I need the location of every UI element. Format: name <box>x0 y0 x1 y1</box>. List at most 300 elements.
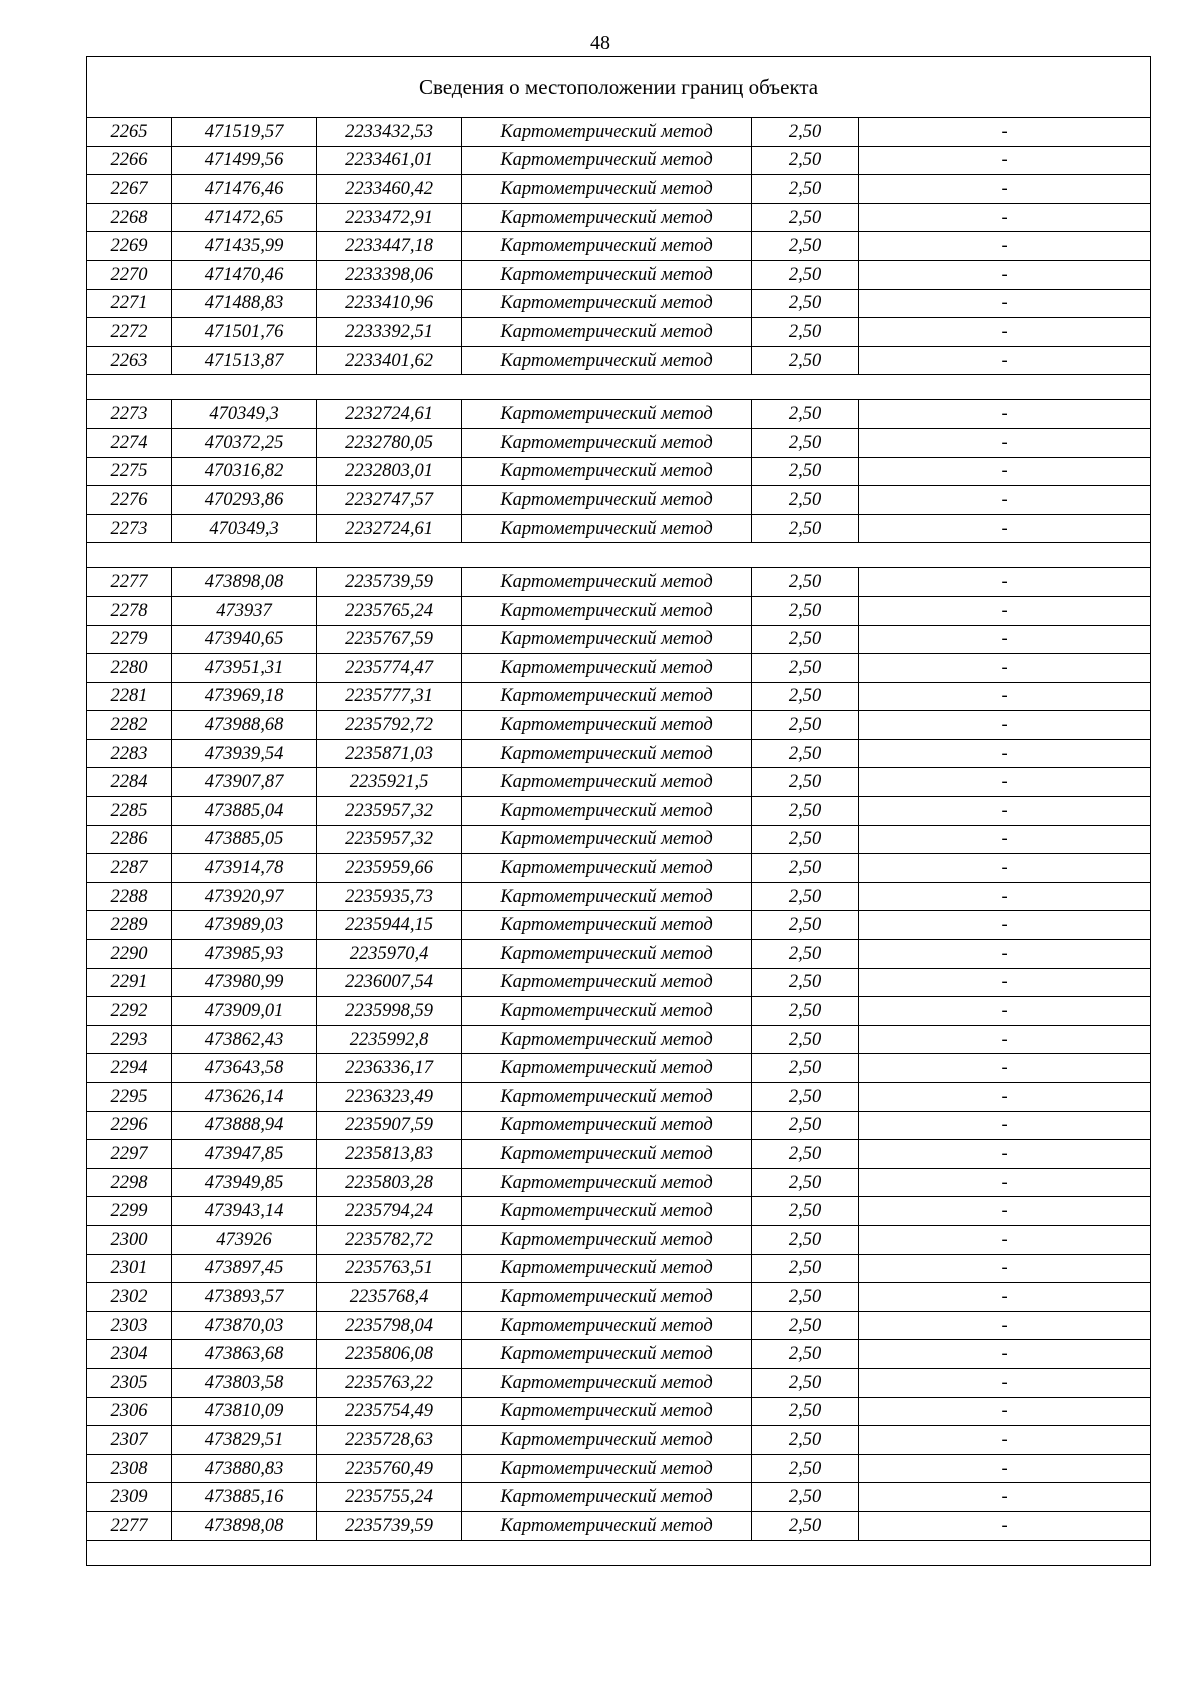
cell-description: - <box>859 457 1151 486</box>
cell-x-coordinate: 473940,65 <box>172 625 317 654</box>
cell-point-number: 2284 <box>87 768 172 797</box>
cell-x-coordinate: 473943,14 <box>172 1197 317 1226</box>
cell-y-coordinate: 2235959,66 <box>317 854 462 883</box>
cell-accuracy: 2,50 <box>752 968 859 997</box>
cell-description: - <box>859 654 1151 683</box>
cell-point-number: 2263 <box>87 346 172 375</box>
cell-description: - <box>859 625 1151 654</box>
cell-description: - <box>859 1426 1151 1455</box>
cell-point-number: 2306 <box>87 1397 172 1426</box>
table-row <box>87 1426 1151 1455</box>
cell-method: Картометрический метод <box>462 911 752 940</box>
table-row <box>87 260 1151 289</box>
cell-method: Картометрический метод <box>462 1168 752 1197</box>
cell-method: Картометрический метод <box>462 997 752 1026</box>
cell-point-number: 2287 <box>87 854 172 883</box>
cell-description: - <box>859 568 1151 597</box>
cell-accuracy: 2,50 <box>752 289 859 318</box>
cell-description: - <box>859 940 1151 969</box>
cell-x-coordinate: 473803,58 <box>172 1368 317 1397</box>
cell-x-coordinate: 473949,85 <box>172 1168 317 1197</box>
cell-point-number: 2270 <box>87 260 172 289</box>
table-row <box>87 457 1151 486</box>
cell-description: - <box>859 203 1151 232</box>
cell-accuracy: 2,50 <box>752 940 859 969</box>
table-row <box>87 682 1151 711</box>
table-row <box>87 997 1151 1026</box>
cell-description: - <box>859 1397 1151 1426</box>
page-number: 48 <box>590 32 610 54</box>
cell-accuracy: 2,50 <box>752 486 859 515</box>
table-row <box>87 1311 1151 1340</box>
cell-y-coordinate: 2235739,59 <box>317 568 462 597</box>
cell-x-coordinate: 471499,56 <box>172 146 317 175</box>
table-row <box>87 968 1151 997</box>
cell-description: - <box>859 175 1151 204</box>
cell-accuracy: 2,50 <box>752 346 859 375</box>
cell-point-number: 2307 <box>87 1426 172 1455</box>
cell-x-coordinate: 471476,46 <box>172 175 317 204</box>
cell-method: Картометрический метод <box>462 514 752 543</box>
cell-method: Картометрический метод <box>462 428 752 457</box>
cell-description: - <box>859 1083 1151 1112</box>
cell-y-coordinate: 2235792,72 <box>317 711 462 740</box>
table-row <box>87 1083 1151 1112</box>
table-row <box>87 146 1151 175</box>
cell-description: - <box>859 968 1151 997</box>
cell-method: Картометрический метод <box>462 654 752 683</box>
cell-point-number: 2273 <box>87 400 172 429</box>
cell-point-number: 2309 <box>87 1483 172 1512</box>
cell-x-coordinate: 473885,16 <box>172 1483 317 1512</box>
table-row <box>87 568 1151 597</box>
cell-y-coordinate: 2235957,32 <box>317 825 462 854</box>
table-row <box>87 654 1151 683</box>
cell-accuracy: 2,50 <box>752 1283 859 1312</box>
table-row <box>87 1111 1151 1140</box>
cell-y-coordinate: 2236007,54 <box>317 968 462 997</box>
cell-accuracy: 2,50 <box>752 428 859 457</box>
separator-cell <box>87 543 1151 568</box>
cell-accuracy: 2,50 <box>752 654 859 683</box>
cell-x-coordinate: 473888,94 <box>172 1111 317 1140</box>
cell-point-number: 2289 <box>87 911 172 940</box>
table-row <box>87 882 1151 911</box>
cell-y-coordinate: 2235760,49 <box>317 1454 462 1483</box>
cell-description: - <box>859 400 1151 429</box>
cell-x-coordinate: 471501,76 <box>172 318 317 347</box>
cell-point-number: 2294 <box>87 1054 172 1083</box>
cell-y-coordinate: 2235739,59 <box>317 1511 462 1540</box>
table-row <box>87 1368 1151 1397</box>
table-title: Сведения о местоположении границ объекта <box>87 57 1151 118</box>
cell-x-coordinate: 473626,14 <box>172 1083 317 1112</box>
cell-method: Картометрический метод <box>462 1083 752 1112</box>
cell-x-coordinate: 473898,08 <box>172 1511 317 1540</box>
cell-x-coordinate: 470293,86 <box>172 486 317 515</box>
cell-y-coordinate: 2235782,72 <box>317 1225 462 1254</box>
cell-method: Картометрический метод <box>462 568 752 597</box>
table-row <box>87 940 1151 969</box>
cell-description: - <box>859 911 1151 940</box>
cell-point-number: 2267 <box>87 175 172 204</box>
cell-accuracy: 2,50 <box>752 1340 859 1369</box>
cell-x-coordinate: 471513,87 <box>172 346 317 375</box>
cell-point-number: 2299 <box>87 1197 172 1226</box>
cell-point-number: 2293 <box>87 1025 172 1054</box>
cell-x-coordinate: 470349,3 <box>172 514 317 543</box>
table-row <box>87 514 1151 543</box>
cell-description: - <box>859 1225 1151 1254</box>
group-separator-row <box>87 1540 1151 1565</box>
cell-description: - <box>859 797 1151 826</box>
cell-y-coordinate: 2235774,47 <box>317 654 462 683</box>
cell-description: - <box>859 1483 1151 1512</box>
cell-method: Картометрический метод <box>462 1454 752 1483</box>
cell-y-coordinate: 2235998,59 <box>317 997 462 1026</box>
cell-y-coordinate: 2235957,32 <box>317 797 462 826</box>
cell-x-coordinate: 473909,01 <box>172 997 317 1026</box>
cell-description: - <box>859 1025 1151 1054</box>
cell-point-number: 2303 <box>87 1311 172 1340</box>
cell-description: - <box>859 1283 1151 1312</box>
cell-description: - <box>859 146 1151 175</box>
cell-method: Картометрический метод <box>462 146 752 175</box>
cell-accuracy: 2,50 <box>752 568 859 597</box>
table-row <box>87 596 1151 625</box>
cell-accuracy: 2,50 <box>752 118 859 147</box>
table-row <box>87 1168 1151 1197</box>
cell-point-number: 2297 <box>87 1140 172 1169</box>
separator-cell <box>87 1540 1151 1565</box>
cell-x-coordinate: 470316,82 <box>172 457 317 486</box>
cell-description: - <box>859 486 1151 515</box>
cell-x-coordinate: 473885,04 <box>172 797 317 826</box>
cell-y-coordinate: 2235813,83 <box>317 1140 462 1169</box>
cell-accuracy: 2,50 <box>752 1511 859 1540</box>
cell-description: - <box>859 1311 1151 1340</box>
cell-y-coordinate: 2233460,42 <box>317 175 462 204</box>
cell-y-coordinate: 2235763,22 <box>317 1368 462 1397</box>
cell-y-coordinate: 2235728,63 <box>317 1426 462 1455</box>
cell-y-coordinate: 2235871,03 <box>317 739 462 768</box>
table-row <box>87 1483 1151 1512</box>
cell-description: - <box>859 739 1151 768</box>
cell-accuracy: 2,50 <box>752 1225 859 1254</box>
cell-description: - <box>859 682 1151 711</box>
table-row <box>87 1454 1151 1483</box>
cell-y-coordinate: 2235763,51 <box>317 1254 462 1283</box>
cell-x-coordinate: 473980,99 <box>172 968 317 997</box>
cell-point-number: 2272 <box>87 318 172 347</box>
cell-point-number: 2279 <box>87 625 172 654</box>
cell-accuracy: 2,50 <box>752 1311 859 1340</box>
cell-point-number: 2276 <box>87 486 172 515</box>
table-row <box>87 428 1151 457</box>
cell-description: - <box>859 997 1151 1026</box>
table-row <box>87 768 1151 797</box>
cell-y-coordinate: 2235777,31 <box>317 682 462 711</box>
table-row <box>87 1225 1151 1254</box>
cell-point-number: 2277 <box>87 568 172 597</box>
cell-y-coordinate: 2235921,5 <box>317 768 462 797</box>
cell-method: Картометрический метод <box>462 1111 752 1140</box>
cell-point-number: 2275 <box>87 457 172 486</box>
cell-point-number: 2302 <box>87 1283 172 1312</box>
cell-method: Картометрический метод <box>462 318 752 347</box>
cell-point-number: 2300 <box>87 1225 172 1254</box>
cell-method: Картометрический метод <box>462 882 752 911</box>
cell-method: Картометрический метод <box>462 797 752 826</box>
cell-accuracy: 2,50 <box>752 1483 859 1512</box>
cell-description: - <box>859 1140 1151 1169</box>
cell-y-coordinate: 2235944,15 <box>317 911 462 940</box>
cell-accuracy: 2,50 <box>752 318 859 347</box>
cell-accuracy: 2,50 <box>752 1426 859 1455</box>
cell-method: Картометрический метод <box>462 682 752 711</box>
cell-accuracy: 2,50 <box>752 1397 859 1426</box>
cell-method: Картометрический метод <box>462 940 752 969</box>
cell-x-coordinate: 470372,25 <box>172 428 317 457</box>
cell-x-coordinate: 473897,45 <box>172 1254 317 1283</box>
cell-x-coordinate: 473829,51 <box>172 1426 317 1455</box>
cell-y-coordinate: 2233392,51 <box>317 318 462 347</box>
cell-description: - <box>859 596 1151 625</box>
table-row <box>87 854 1151 883</box>
cell-method: Картометрический метод <box>462 1511 752 1540</box>
cell-method: Картометрический метод <box>462 203 752 232</box>
cell-description: - <box>859 1168 1151 1197</box>
cell-y-coordinate: 2235803,28 <box>317 1168 462 1197</box>
cell-accuracy: 2,50 <box>752 1111 859 1140</box>
cell-method: Картометрический метод <box>462 825 752 854</box>
cell-x-coordinate: 471488,83 <box>172 289 317 318</box>
cell-y-coordinate: 2232803,01 <box>317 457 462 486</box>
cell-point-number: 2290 <box>87 940 172 969</box>
cell-description: - <box>859 1197 1151 1226</box>
cell-x-coordinate: 473920,97 <box>172 882 317 911</box>
cell-description: - <box>859 1254 1151 1283</box>
cell-method: Картометрический метод <box>462 118 752 147</box>
cell-x-coordinate: 473893,57 <box>172 1283 317 1312</box>
cell-accuracy: 2,50 <box>752 739 859 768</box>
cell-accuracy: 2,50 <box>752 1168 859 1197</box>
cell-accuracy: 2,50 <box>752 146 859 175</box>
cell-method: Картометрический метод <box>462 486 752 515</box>
cell-y-coordinate: 2235767,59 <box>317 625 462 654</box>
cell-x-coordinate: 473937 <box>172 596 317 625</box>
separator-cell <box>87 375 1151 400</box>
table-row <box>87 318 1151 347</box>
cell-point-number: 2291 <box>87 968 172 997</box>
table-row <box>87 118 1151 147</box>
cell-accuracy: 2,50 <box>752 997 859 1026</box>
cell-y-coordinate: 2235806,08 <box>317 1340 462 1369</box>
cell-y-coordinate: 2236323,49 <box>317 1083 462 1112</box>
table-row <box>87 289 1151 318</box>
cell-method: Картометрический метод <box>462 1054 752 1083</box>
cell-accuracy: 2,50 <box>752 1054 859 1083</box>
table-row <box>87 175 1151 204</box>
cell-description: - <box>859 1368 1151 1397</box>
cell-x-coordinate: 471435,99 <box>172 232 317 261</box>
table-row <box>87 1025 1151 1054</box>
cell-method: Картометрический метод <box>462 596 752 625</box>
cell-x-coordinate: 473863,68 <box>172 1340 317 1369</box>
cell-description: - <box>859 1340 1151 1369</box>
cell-method: Картометрический метод <box>462 854 752 883</box>
cell-point-number: 2285 <box>87 797 172 826</box>
cell-x-coordinate: 473810,09 <box>172 1397 317 1426</box>
cell-method: Картометрический метод <box>462 1426 752 1455</box>
cell-x-coordinate: 473862,43 <box>172 1025 317 1054</box>
cell-method: Картометрический метод <box>462 1197 752 1226</box>
cell-method: Картометрический метод <box>462 1254 752 1283</box>
cell-y-coordinate: 2232724,61 <box>317 514 462 543</box>
cell-x-coordinate: 473939,54 <box>172 739 317 768</box>
cell-method: Картометрический метод <box>462 1368 752 1397</box>
group-separator-row <box>87 543 1151 568</box>
table-row <box>87 797 1151 826</box>
cell-y-coordinate: 2235798,04 <box>317 1311 462 1340</box>
cell-accuracy: 2,50 <box>752 1025 859 1054</box>
cell-point-number: 2274 <box>87 428 172 457</box>
table-row <box>87 486 1151 515</box>
cell-y-coordinate: 2235765,24 <box>317 596 462 625</box>
table-row <box>87 711 1151 740</box>
cell-x-coordinate: 473907,87 <box>172 768 317 797</box>
cell-accuracy: 2,50 <box>752 596 859 625</box>
table-row <box>87 1511 1151 1540</box>
cell-method: Картометрический метод <box>462 1025 752 1054</box>
cell-y-coordinate: 2233432,53 <box>317 118 462 147</box>
cell-accuracy: 2,50 <box>752 203 859 232</box>
cell-x-coordinate: 473914,78 <box>172 854 317 883</box>
cell-x-coordinate: 473947,85 <box>172 1140 317 1169</box>
cell-point-number: 2288 <box>87 882 172 911</box>
cell-x-coordinate: 473926 <box>172 1225 317 1254</box>
cell-y-coordinate: 2235768,4 <box>317 1283 462 1312</box>
cell-method: Картометрический метод <box>462 739 752 768</box>
cell-x-coordinate: 473969,18 <box>172 682 317 711</box>
boundary-table <box>86 56 1151 1566</box>
cell-x-coordinate: 473898,08 <box>172 568 317 597</box>
cell-accuracy: 2,50 <box>752 175 859 204</box>
cell-method: Картометрический метод <box>462 1483 752 1512</box>
cell-x-coordinate: 470349,3 <box>172 400 317 429</box>
cell-accuracy: 2,50 <box>752 825 859 854</box>
table-row <box>87 1140 1151 1169</box>
cell-description: - <box>859 118 1151 147</box>
cell-x-coordinate: 473870,03 <box>172 1311 317 1340</box>
cell-y-coordinate: 2233401,62 <box>317 346 462 375</box>
cell-y-coordinate: 2235935,73 <box>317 882 462 911</box>
table-row <box>87 1340 1151 1369</box>
cell-point-number: 2266 <box>87 146 172 175</box>
cell-method: Картометрический метод <box>462 1140 752 1169</box>
cell-method: Картометрический метод <box>462 1283 752 1312</box>
cell-method: Картометрический метод <box>462 625 752 654</box>
cell-accuracy: 2,50 <box>752 1197 859 1226</box>
cell-x-coordinate: 473988,68 <box>172 711 317 740</box>
cell-description: - <box>859 428 1151 457</box>
cell-point-number: 2281 <box>87 682 172 711</box>
cell-accuracy: 2,50 <box>752 260 859 289</box>
cell-y-coordinate: 2236336,17 <box>317 1054 462 1083</box>
cell-description: - <box>859 514 1151 543</box>
cell-point-number: 2271 <box>87 289 172 318</box>
cell-description: - <box>859 346 1151 375</box>
cell-description: - <box>859 289 1151 318</box>
table-row <box>87 346 1151 375</box>
cell-y-coordinate: 2232724,61 <box>317 400 462 429</box>
table-row <box>87 232 1151 261</box>
cell-point-number: 2277 <box>87 1511 172 1540</box>
cell-method: Картометрический метод <box>462 1311 752 1340</box>
cell-accuracy: 2,50 <box>752 1454 859 1483</box>
cell-description: - <box>859 1111 1151 1140</box>
cell-accuracy: 2,50 <box>752 400 859 429</box>
cell-method: Картометрический метод <box>462 457 752 486</box>
group-separator-row <box>87 375 1151 400</box>
cell-description: - <box>859 1054 1151 1083</box>
table-row <box>87 1397 1151 1426</box>
cell-accuracy: 2,50 <box>752 911 859 940</box>
cell-point-number: 2305 <box>87 1368 172 1397</box>
cell-point-number: 2308 <box>87 1454 172 1483</box>
cell-accuracy: 2,50 <box>752 854 859 883</box>
cell-point-number: 2295 <box>87 1083 172 1112</box>
cell-point-number: 2296 <box>87 1111 172 1140</box>
cell-y-coordinate: 2235907,59 <box>317 1111 462 1140</box>
cell-description: - <box>859 1511 1151 1540</box>
cell-x-coordinate: 473985,93 <box>172 940 317 969</box>
table-row <box>87 625 1151 654</box>
cell-method: Картометрический метод <box>462 260 752 289</box>
cell-y-coordinate: 2235794,24 <box>317 1197 462 1226</box>
cell-accuracy: 2,50 <box>752 797 859 826</box>
table-row <box>87 1283 1151 1312</box>
table-row <box>87 1254 1151 1283</box>
cell-description: - <box>859 825 1151 854</box>
table-row <box>87 1054 1151 1083</box>
cell-y-coordinate: 2233447,18 <box>317 232 462 261</box>
table-row <box>87 1197 1151 1226</box>
cell-accuracy: 2,50 <box>752 1140 859 1169</box>
cell-method: Картометрический метод <box>462 400 752 429</box>
cell-accuracy: 2,50 <box>752 711 859 740</box>
cell-y-coordinate: 2232780,05 <box>317 428 462 457</box>
cell-x-coordinate: 473989,03 <box>172 911 317 940</box>
cell-point-number: 2282 <box>87 711 172 740</box>
cell-accuracy: 2,50 <box>752 768 859 797</box>
cell-y-coordinate: 2233410,96 <box>317 289 462 318</box>
cell-point-number: 2269 <box>87 232 172 261</box>
cell-x-coordinate: 471519,57 <box>172 118 317 147</box>
cell-point-number: 2268 <box>87 203 172 232</box>
cell-description: - <box>859 260 1151 289</box>
cell-x-coordinate: 471470,46 <box>172 260 317 289</box>
cell-y-coordinate: 2233472,91 <box>317 203 462 232</box>
cell-method: Картометрический метод <box>462 346 752 375</box>
cell-x-coordinate: 473885,05 <box>172 825 317 854</box>
cell-y-coordinate: 2235754,49 <box>317 1397 462 1426</box>
cell-point-number: 2273 <box>87 514 172 543</box>
table-row <box>87 739 1151 768</box>
cell-description: - <box>859 882 1151 911</box>
cell-x-coordinate: 473880,83 <box>172 1454 317 1483</box>
cell-description: - <box>859 768 1151 797</box>
